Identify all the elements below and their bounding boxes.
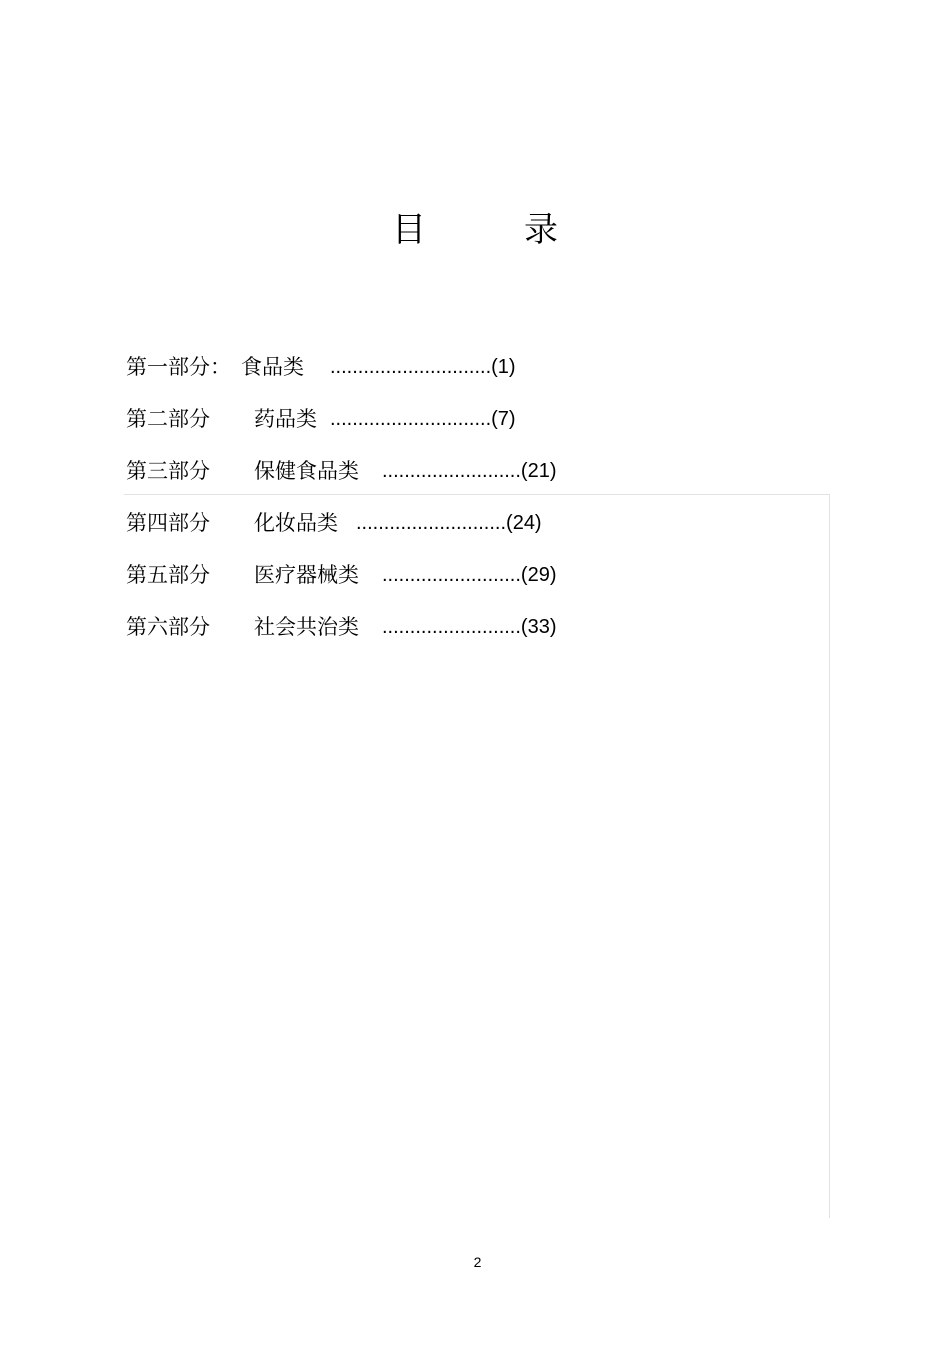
toc-page-leader: .............................(1) <box>330 356 516 378</box>
toc-entry[interactable] <box>126 610 766 662</box>
toc-section-name: 医疗器械类 <box>254 563 359 587</box>
toc-page-leader: .........................(21) <box>382 460 557 482</box>
toc-page-leader: ...........................(24) <box>356 512 542 534</box>
toc-part-label: 第二部分 <box>126 407 210 431</box>
page-title: 目 录 <box>392 210 590 250</box>
toc-section-name: 社会共治类 <box>254 615 359 639</box>
page-number: 2 <box>473 1254 482 1270</box>
table-of-contents <box>126 350 766 662</box>
toc-page-leader: .........................(29) <box>382 564 557 586</box>
toc-section-name: 食品类 <box>241 355 304 379</box>
toc-section-name: 药品类 <box>254 407 317 431</box>
toc-section-name: 保健食品类 <box>254 459 359 483</box>
toc-part-label: 第四部分 <box>126 511 210 535</box>
toc-entry[interactable] <box>126 506 766 558</box>
toc-entry[interactable] <box>126 402 766 454</box>
toc-part-label: 第五部分 <box>126 563 210 587</box>
toc-section-name: 化妆品类 <box>254 511 338 535</box>
toc-part-label: 第六部分 <box>126 615 210 639</box>
toc-entry[interactable] <box>126 558 766 610</box>
toc-part-label: 第一部分： <box>126 355 231 379</box>
toc-page-leader: .............................(7) <box>330 408 516 430</box>
toc-page-leader: .........................(33) <box>382 616 557 638</box>
toc-entry[interactable] <box>126 454 766 506</box>
toc-part-label: 第三部分 <box>126 459 210 483</box>
frame-line-right <box>829 494 830 1218</box>
toc-entry[interactable] <box>126 350 766 402</box>
